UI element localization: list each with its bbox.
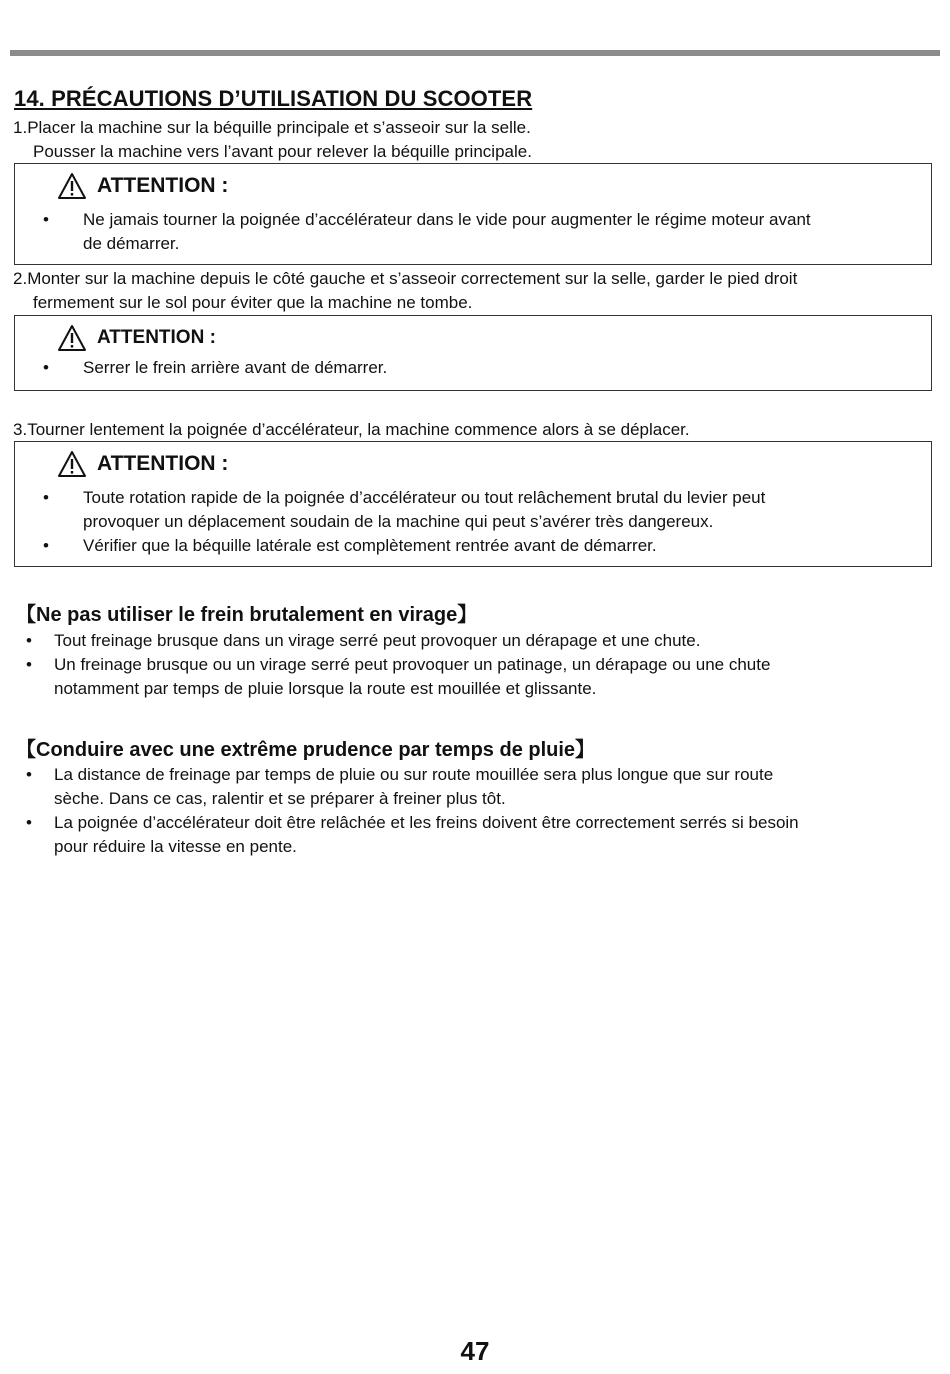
list-item bbox=[26, 811, 926, 859]
bullet-text-continued: notamment par temps de pluie lorsque la route est mouillée et glissante. bbox=[54, 679, 597, 698]
bullet-text: Toute rotation rapide de la poignée d’accélérateur ou tout relâchement brutal du levier peut bbox=[83, 488, 766, 507]
bullet-text-continued: pour réduire la vitesse en pente. bbox=[54, 837, 297, 856]
list-item bbox=[43, 208, 923, 256]
warning-box-1 bbox=[14, 163, 932, 265]
bullet-text-continued: provoquer un déplacement soudain de la machine qui peut s’avérer très dangereux. bbox=[83, 512, 714, 531]
step-text: Tourner lentement la poignée d’accélérateur, la machine commence alors à se déplacer. bbox=[27, 420, 690, 439]
warning-box-2 bbox=[14, 315, 932, 391]
step-1 bbox=[13, 116, 532, 164]
warning-triangle-icon bbox=[57, 324, 87, 352]
bullet-text: Serrer le frein arrière avant de démarrer. bbox=[83, 358, 388, 377]
step-number: 1. bbox=[13, 118, 28, 137]
step-text-continued: Pousser la machine vers l’avant pour relever la béquille principale. bbox=[33, 142, 532, 161]
bullet-text: Tout freinage brusque dans un virage serré peut provoquer un dérapage et une chute. bbox=[54, 631, 701, 650]
step-text: Monter sur la machine depuis le côté gauche et s’asseoir correctement sur la selle, garder le pied droit bbox=[27, 269, 798, 288]
list-item bbox=[43, 356, 923, 380]
bullet-text: La distance de freinage par temps de pluie ou sur route mouillée sera plus longue que sur route bbox=[54, 765, 774, 784]
page-number: 47 bbox=[460, 1336, 490, 1366]
page-title: 14. PRÉCAUTIONS D’UTILISATION DU SCOOTER bbox=[14, 86, 533, 111]
bullet-text: Un freinage brusque ou un virage serré peut provoquer un patinage, un dérapage ou une chute bbox=[54, 655, 771, 674]
list-item bbox=[26, 763, 926, 811]
bullet-text: Vérifier que la béquille latérale est complètement rentrée avant de démarrer. bbox=[83, 536, 657, 555]
warning-header bbox=[57, 172, 228, 200]
warning-label: ATTENTION : bbox=[97, 174, 229, 197]
warning-label: ATTENTION : bbox=[97, 327, 216, 348]
warning-label: ATTENTION : bbox=[97, 452, 229, 475]
warning-triangle-icon bbox=[57, 450, 87, 478]
list-item bbox=[43, 486, 923, 534]
step-text-continued: fermement sur le sol pour éviter que la machine ne tombe. bbox=[33, 293, 473, 312]
step-3 bbox=[13, 418, 690, 442]
section-heading-braking: 【Ne pas utiliser le frein brutalement en virage】 bbox=[16, 604, 478, 626]
warning-triangle-icon bbox=[57, 172, 87, 200]
bullet-text: Ne jamais tourner la poignée d’accélérateur dans le vide pour augmenter le régime moteur avant bbox=[83, 210, 811, 229]
section-heading-rain: 【Conduire avec une extrême prudence par temps de pluie】 bbox=[16, 739, 596, 761]
warning-header bbox=[57, 324, 216, 352]
bullet-text: La poignée d’accélérateur doit être relâchée et les freins doivent être correctement serrés si besoin bbox=[54, 813, 799, 832]
step-number: 3. bbox=[13, 420, 28, 439]
step-text: Placer la machine sur la béquille principale et s’asseoir sur la selle. bbox=[27, 118, 531, 137]
warning-bullet-list bbox=[43, 486, 923, 558]
section-bullet-list bbox=[26, 763, 926, 859]
bullet-text-continued: de démarrer. bbox=[83, 234, 180, 253]
warning-box-3 bbox=[14, 441, 932, 567]
top-rule bbox=[10, 50, 940, 56]
section-bullet-list bbox=[26, 629, 926, 701]
list-item bbox=[43, 534, 923, 558]
bullet-text-continued: sèche. Dans ce cas, ralentir et se préparer à freiner plus tôt. bbox=[54, 789, 506, 808]
warning-bullet-list bbox=[43, 208, 923, 256]
warning-bullet-list bbox=[43, 356, 923, 380]
list-item bbox=[26, 653, 926, 701]
step-2 bbox=[13, 267, 797, 315]
step-number: 2. bbox=[13, 269, 28, 288]
warning-header bbox=[57, 450, 228, 478]
list-item bbox=[26, 629, 926, 653]
